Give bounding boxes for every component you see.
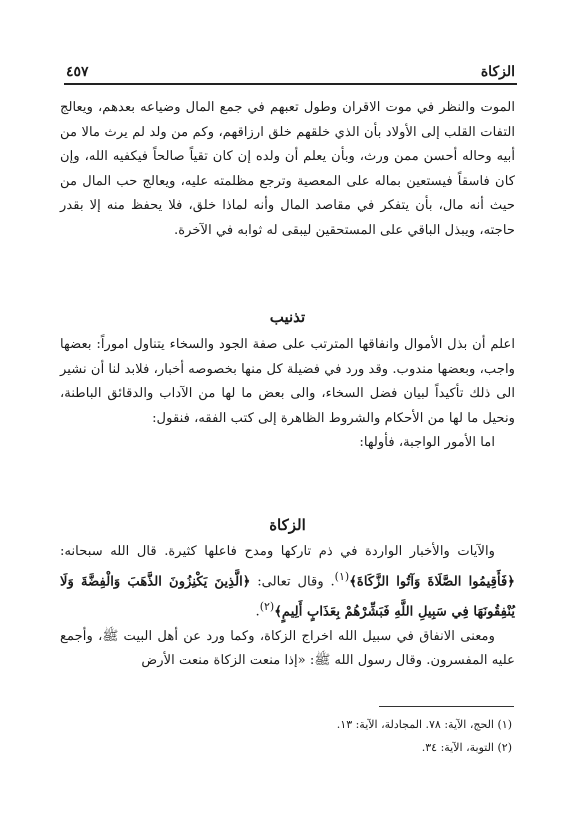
footnote-2: (٢) التوبة، الآية: ٣٤.: [421, 741, 512, 754]
connector-text: . وقال تعالى:: [250, 573, 335, 589]
tadhnib-block: [60, 333, 515, 456]
footnotes: [60, 713, 512, 759]
chapter-title: الزكاة: [480, 64, 515, 80]
footnote-ref-1: (١): [334, 569, 350, 583]
footnote-1: (١) الحج، الآية: ٧٨. المجادلة، الآية: ١٣.: [336, 718, 512, 731]
tadhnib-line2: اما الأمور الواجبة، فأولها:: [359, 435, 495, 451]
intro-block: [60, 96, 515, 244]
intro-paragraph: الموت والنظر في موت الاقران وطول تعبهم في جمع المال وضياعه بعدهم، ويعالج التفات القلب إلى الأولاد بأن الذي خلقهم خلق ارزاقهم، وكم من ولد لم يرث مالا من أبيه وحاله أحسن ممن ورث، وبأن يعلم أن ولده إن كان تقياً صالحاً فيكفيه الله، وإن كان فاسقاً فيستعين بماله على المعصية وترجع مظلمته عليه، ويعالج حب المال من حيث أنه مال، بأن يتفكر في مقاصد المال وأنه لماذا خلق، فلا يحفظ منه إلا بقدر حاجته، ويبذل الباقي على المستحقين ليبقى له ثوابه في الآخرة.: [60, 100, 515, 238]
zakat-block: [60, 540, 515, 674]
footnote-ref-2: (٢): [259, 599, 275, 613]
footnote-rule: [379, 706, 514, 707]
running-header: [66, 58, 515, 80]
zakat-intro: [60, 540, 515, 625]
section-title-zakat: الزكاة: [269, 516, 306, 534]
zakat-paragraph-2: ومعنى الانفاق في سبيل الله اخراج الزكاة، وكما ورد عن أهل البيت ﷺ، وأجمع عليه المفسرون. وقال رسول الله ﷺ: «إذا منعت الزكاة منعت الأرض: [60, 628, 515, 669]
tadhnib-paragraph: اعلم أن بذل الأموال وانفاقها المترتب على صفة الجود والسخاء يتناول اموراً: بعضها واجب، وبعضها مندوب. وقد ورد في فضيلة كل منها بخصوصه أخبار، فلابد لنا أن نشير الى ذلك تأكيداً لبيان فضل السخاء، والى بعض ما لها من الآداب والدقائق الباطنة، ونحيل ما لها من الأحكام والشروط الظاهرة إلى كتب الفقه، فنقول:: [60, 337, 515, 426]
header-rule: [64, 83, 517, 85]
verse-1: ﴿فَأَقِيمُوا الصَّلَاةَ وَآتُوا الزَّكَاةَ﴾: [349, 573, 515, 589]
verse-end: .: [255, 603, 260, 619]
section-title-tadhnib: تذنيب: [269, 308, 306, 326]
verse-2: ﴿الَّذِينَ يَكْنِزُونَ الذَّهَبَ وَالْفِضَّةَ وَلَا يُنْفِقُونَهَا فِي سَبِيلِ اللَّهِ فَبَشِّرْهُمْ بِعَذَابٍ أَلِيمٍ﴾: [60, 573, 515, 619]
zakat-intro-text: والآيات والأخبار الواردة في ذم تاركها ومدح فاعلها كثيرة. قال الله سبحانه:: [60, 544, 495, 559]
page-number: ٤٥٧: [66, 64, 89, 80]
